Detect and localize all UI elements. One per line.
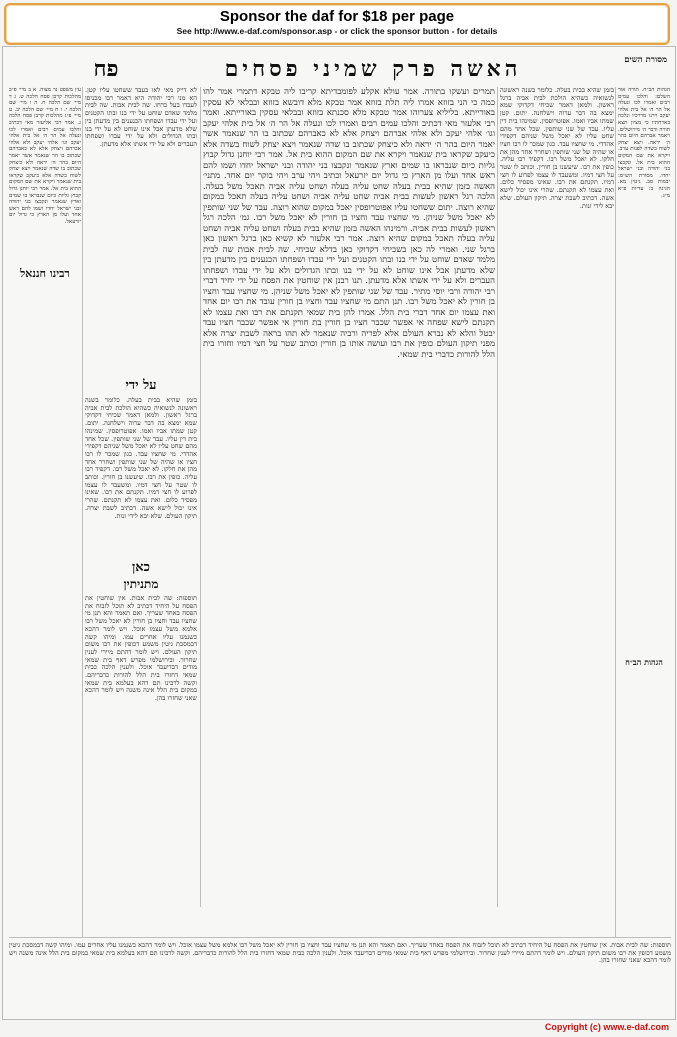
tosafot-column bbox=[85, 87, 197, 427]
bottom-commentary bbox=[9, 942, 671, 1007]
gemara-text: תמרים ועשקו בתורה. אמר עולא אקלע לפומבדיתא קריבו ליה טבקא דתמרי אמר להו כמה כי הני בזוזא אמרו ליה תלת בזוזא אמר טבקא מלא דובשא בזוזא ובבלאי לא עסקין באורייתא. בליליא צערוהו אמר טבקא מלא סכנתא בזוזא ובבלאי עסקין באורייתא. ואמר רבי אלעזר מאי דכתיב והלכו עמים רבים ואמרו לכו ונעלה אל הר ה׳ אל בית אלהי יעקב וגו׳ אלהי יעקב ולא אלהי אברהם ויצחק אלא לא כאברהם שכתוב בו הר שנאמר אשר יאמר היום בהר ה׳ יראה ולא כיצחק שכתוב בו שדה שנאמר ויצא יצחק לשוח בשדה אלא כיעקב שקראו בית שנאמר ויקרא את שם המקום ההוא בית אל. אמר רבי יוחנן גדול קבוץ גליות כיום שנבראו בו שמים וארץ שנאמר ונקבצו בני יהודה ובני ישראל יחדו ושמו להם ראש אחד ועלו מן הארץ כי גדול יום יזרעאל וכתיב ויהי ערב ויהי בוקר יום אחד. מתני׳ האשה בזמן שהיא בבית בעלה שחט עליה בעלה ושחט עליה אביה תאכל משל בעלה. הלכה רגל ראשון לעשות בבית אביה שחט עליה אביה ושחט עליה בעלה תאכל במקום שהיא רוצה. יתום ששחטו עליו אפוטרופסין יאכל במקום שהוא רוצה. עבד של שני שותפין לא יאכל משל שניהן. מי שחציו עבד וחציו בן חורין לא יאכל משל רבו. גמ׳ הלכה רגל ראשון לעשות בבית אביה. ורמינהו האשה בזמן שהיא בבית בעלה ושחט עליה אביה ושחט עליה בעלה תאכל במקום שהיא רוצה. אמר רבי אלעזר לא קשיא כאן ברגל ראשון כאן ברגל שני. ואמרי לה כאן בשכיחי דקדוקי כאן בדלא שכיחי. שה לבית אבות שה לבית מלמד שאדם שוחט על ידי בנו ובתו הקטנים ועל ידי עבדו ושפחתו הכנענים בין מדעתן בין שלא מדעתן אבל אינו שוחט לא על ידי בנו ובתו הגדולים ולא על ידי עבדו ושפחתו העברים ולא על ידי אשתו אלא מדעתן. תנו רבנן אין שוחטין את הפסח על ידי יחיד דברי רבי יהודה ורבי יוסי מתיר. עבד של שני שותפין לא יאכל משל שניהן. מי שחציו עבד וחציו בן חורין לא יאכל משל רבו. תנן התם מי שחציו עבד וחציו בן חורין עובד את רבו יום אחד ואת עצמו יום אחד דברי בית הלל. אמרו להן בית שמאי תקנתם את רבו ואת עצמו לא תקנתם לישא שפחה אי אפשר שכבר חציו בן חורין בת חורין אי אפשר שכבר חציו עבד יבטל והלא לא נברא העולם אלא לפריה ורביה שנאמר לא תהו בראה לשבת יצרה אלא מפני תיקון העולם כופין את רבו ועושה אותו בן חורין וכותב שטר על חצי דמיו וחזרו בית הלל להורות כדברי בית שמאי. bbox=[203, 87, 495, 360]
al-yedei-heading: על ידי bbox=[85, 377, 197, 393]
ein-mishpat-text: עין משפט נר מצוה. א ב מיי׳ פ״ב מהלכות קרבן פסח הלכה ט. ג ד מיי׳ שם הלכה ח. ה ו מיי׳ שם הלכה י. ז ח מיי׳ שם הלכה יב. ט מיי׳ פ״ג מהלכות קרבן פסח הלכה ג. אמר רבי אליעזר מאי דכתיב והלכו עמים רבים ואמרו לכו ונעלה אל הר ה׳ אל בית אלהי יעקב וגו׳ אלהי יעקב ולא אלהי אברהם ויצחק אלא לא כאברהם שכתוב בו הר שנאמר אשר יאמר היום בהר ה׳ יראה ולא כיצחק שכתוב בו שדה שנאמר ויצא יצחק לשוח בשדה אלא כיעקב שקראו בית שנאמר ויקרא את שם המקום ההוא בית אל. אמר רבי יוחנן גדול קבוץ גליות כיום שנבראו בו שמים וארץ שנאמר ונקבצו בני יהודה ובני ישראל יחדו ושמו להם ראש אחד ועלו מן הארץ כי גדול יום יזרעאל. bbox=[9, 87, 81, 225]
chapter-title: האשה פרק שמיני פסחים bbox=[224, 56, 522, 82]
tosafot-column-lower bbox=[85, 397, 197, 557]
page-number: פח bbox=[93, 56, 119, 82]
tosafot-text-lower: בזמן שהיא בבית בעלה. כלומר בשנה ראשונה לנשואיה כשהיא הולכת לבית אביה ברגל ראשון. ולמאן דאמר שכיחי דקדוקי שמא ימצא בה דבר ערוה וישלחנה. יתום. קטן שמתו אביו ואמו. אפוטרופסין. שמינהו בית דין עליו. עבד של שני שותפין. שכל אחד מהם שחט עליו לא יאכל משל שניהם דקפידי אהדדי. מי שחציו עבד. כגון שמכר לו רבו חציו או שהיה של שני שותפין ושחרר אחד מהן את חלקו. לא יאכל משל רבו. דקפיד רבו עליה. כופין את רבו. שיעשנו בן חורין. וכותב לו שטר על חצי דמיו. ומשעבד לו עצמו לפרוע לו חצי דמיו. תקנתם את רבו. שאינו מפסיד כלום. ואת עצמו לא תקנתם. שהרי אינו יכול לישא אשה. דכתיב לשבת יצרה. תיקון העולם. שלא יבא לידי זנות. bbox=[85, 397, 197, 520]
hagahot-habach-heading: הגהות הב״ח bbox=[618, 657, 670, 667]
rashi-text: בזמן שהיא בבית בעלה. כלומר בשנה ראשונה לנשואיה כשהיא הולכת לבית אביה ברגל ראשון. ולמאן דאמר שכיחי דקדוקי שמא ימצא בה דבר ערוה וישלחנה. יתום. קטן שמתו אביו ואמו. אפוטרופסין. שמינהו בית דין עליו. עבד של שני שותפין. שכל אחד מהם שחט עליו לא יאכל משל שניהם דקפידי אהדדי. מי שחציו עבד. כגון שמכר לו רבו חציו או שהיה של שני שותפין ושחרר אחד מהן את חלקו. לא יאכל משל רבו. דקפיד רבו עליה. כופין את רבו. שיעשנו בן חורין. וכותב לו שטר על חצי דמיו. ומשעבד לו עצמו לפרוע לו חצי דמיו. תקנתם את רבו. שאינו מפסיד כלום. ואת עצמו לא תקנתם. שהרי אינו יכול לישא אשה. דכתיב לשבת יצרה. תיקון העולם. שלא יבא לידי זנות. bbox=[500, 87, 614, 210]
ein-mishpat-column bbox=[9, 87, 81, 947]
daf-page bbox=[2, 46, 676, 1020]
copyright-link[interactable]: Copyright (c) www.e-daf.com bbox=[544, 1022, 669, 1032]
sponsor-banner-title[interactable]: Sponsor the daf for $18 per page bbox=[219, 8, 455, 25]
sponsor-banner-subtitle[interactable]: See http://www.e-daf.com/sponsor.asp - or click the sponsor button - for details bbox=[176, 26, 498, 36]
sponsor-banner[interactable] bbox=[4, 3, 670, 45]
column-divider bbox=[497, 87, 498, 907]
column-divider bbox=[82, 87, 83, 937]
masoret-hashas-label: מסורת השים bbox=[624, 55, 667, 65]
kan-heading: כאן bbox=[85, 559, 197, 575]
column-divider bbox=[615, 87, 616, 937]
tosafot-column-bottom bbox=[85, 595, 197, 907]
tosafot-text-bottom: תוספות: שה לבית אבות. אין שוחטין את הפסח על היחיד דכתיב לא תוכל לזבוח את הפסח באחד שעריך. ואם תאמר והא תנן מי שחציו עבד וחציו בן חורין לא יאכל משל רבו אלמא משל עצמו אוכל. ויש לומר דהכא כשנמנו עליו אחרים עמו. ומיהו קשה דבמסכת גיטין משמע דכופין את רבו משום תיקון העולם. ויש לומר דהתם מיירי לענין שחרור. ובירושלמי מפרש דאף בית שמאי מודים דבדיעבד אוכל. ולענין הלכה כבית שמאי דחזרו בית הלל להורות כדבריהם. וקשה לרבינו תם דהא בעלמא בית שמאי במקום בית הלל אינה משנה ויש לומר דהכא שאני שחזרו בהן. bbox=[85, 595, 197, 703]
tosafot-text: לא דייק מאי לאו בעבד ששחטו עליו קטן. הא מני רבי יהודה היא דאמר רבו מכניסו לעבדו בעל כרחו. שה לבית אבות. שה לבית מלמד שאדם שוחט על ידי בנו ובתו הקטנים ועל ידי עבדו ושפחתו הכנענים בין מדעתן בין שלא מדעתן אבל אינו שוחט לא על ידי בנו ובתו הגדולים ולא על ידי עבדו ושפחתו העברים ולא על ידי אשתו אלא מדעתן. bbox=[85, 87, 197, 148]
torah-or-column bbox=[618, 87, 670, 947]
matnitin-heading: מתניתין bbox=[85, 577, 197, 592]
rashi-column bbox=[500, 87, 614, 907]
gemara-main-text bbox=[203, 87, 495, 907]
bottom-commentary-text: תוספות: שה לבית אבות. אין שוחטין את הפסח על היחיד דכתיב לא תוכל לזבוח את הפסח באחד שעריך. ואם תאמר והא תנן מי שחציו עבד וחציו בן חורין לא יאכל משל רבו אלמא משל עצמו אוכל. ויש לומר דהכא כשנמנו עליו אחרים עמו. ומיהו קשה דבמסכת גיטין משמע דכופין את רבו משום תיקון העולם. ויש לומר דהתם מיירי לענין שחרור. ובירושלמי מפרש דאף בית שמאי מודים דבדיעבד אוכל. ולענין הלכה כבית שמאי דחזרו בית הלל להורות כדבריהם. וקשה לרבינו תם דהא בעלמא בית שמאי במקום בית הלל אינה משנה ויש לומר דהכא שאני שחזרו בהן. bbox=[9, 942, 671, 965]
torah-or-text: הגהות הב״ח. תורה אור השלם: והלכו עמים רבים ואמרו לכו ונעלה אל הר ה׳ אל בית אלהי יעקב וירנו מדרכיו ונלכה בארחתיו כי מציון תצא תורה ודבר ה׳ מירושלים. ויאמר אברהם היום בהר ה׳ יראה. ויצא יצחק לשוח בשדה לפנות ערב. ויקרא את שם המקום ההוא בית אל. ונקבצו בני יהודה ובני ישראל יחדו. מסורת הש״ס: יבמות סב. גיטין מא. חגיגה ב: עדיות פ״א מ״ג. bbox=[618, 87, 670, 199]
column-divider bbox=[200, 87, 201, 907]
rabbeinu-chananel-heading: רבינו חננאל bbox=[9, 267, 81, 280]
bottom-divider bbox=[9, 937, 671, 938]
